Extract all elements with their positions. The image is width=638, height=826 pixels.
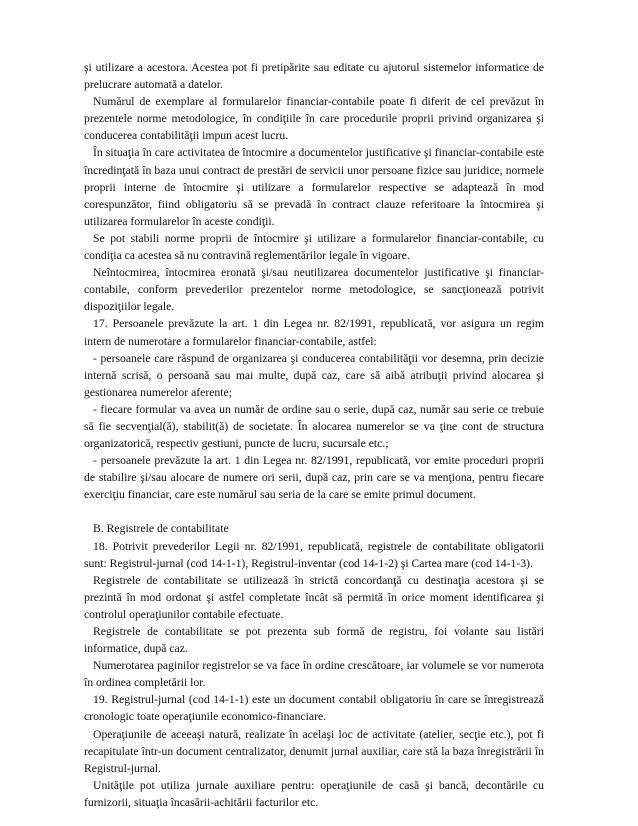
paragraph-1: şi utilizare a acestora. Acestea pot fi pretipărite sau editate cu ajutorul sistemelor informatice de prelucrare automată a datelor. [84, 61, 544, 92]
paragraph-4: Se pot stabili norme proprii de întocmire şi utilizare a formularelor financiar-contabile, cu condiţia ca acestea să nu contravină reglementărilor legale în vigoare. [84, 231, 544, 263]
paragraph-9: - persoanele prevăzute la art. 1 din Legea nr. 82/1991, republicată, vor emite proceduri proprii de stabilire şi/sau alocare de numere ori serii, după caz, prin care se va menţiona, pentru fiecare exerciţiu financiar, care este numărul sau seria de la care se emite primul document. [84, 454, 544, 502]
paragraph-11: 18. Potrivit prevederilor Legii nr. 82/1991, republicată, registrele de contabilitate obligatorii sunt: Registrul-jurnal (cod 14-1-1), Registrul-inventar (cod 14-1-2) şi Cartea mare (cod 14-1-3). [84, 539, 544, 570]
paragraph-15: 19. Registrul-jurnal (cod 14-1-1) este un document contabil obligatoriu în care se înregistrează cronologic toate operaţiunile economico-financiare. [84, 693, 544, 724]
paragraph-6: 17. Persoanele prevăzute la art. 1 din Legea nr. 82/1991, republicată, vor asigura un regim intern de numerotare a formularelor financiar-contabile, astfel: [84, 317, 544, 348]
document-page [84, 59, 544, 811]
paragraph-2: Numărul de exemplare al formularelor financiar-contabile poate fi diferit de cel prevăzut în prezentele norme metodologice, în condiţiile în care procedurile proprii privind organizarea şi conducerea contabilităţii impun acest lucru. [84, 95, 544, 143]
section-spacer [84, 503, 544, 520]
paragraph-16: Operaţiunile de aceeaşi natură, realizate în acelaşi loc de activitate (atelier, secţie etc.), pot fi recapitulate într-un document centralizator, denumit jurnal auxiliar, care stă la baza înregistrării în Registrul-jurnal. [84, 727, 544, 775]
section-heading: B. Registrele de contabilitate [93, 522, 229, 536]
paragraph-17: Unităţile pot utiliza jurnale auxiliare pentru: operaţiunile de casă şi bancă, decontările cu furnizorii, situaţia încasării-achitării facturilor etc. [84, 778, 544, 809]
paragraph-14: Numerotarea paginilor registrelor se va face în ordine crescătoare, iar volumele se vor numerota în ordinea completării lor. [84, 659, 544, 690]
paragraph-8: - fiecare formular va avea un număr de ordine sau o serie, după caz, număr sau serie ce trebuie să fie secvenţial(ă), stabilit(ă) de societate. În alocarea numerelor se va ţine cont de structura organizatorică, respectiv gestiuni, puncte de lucru, sucursale etc.; [84, 402, 544, 451]
paragraph-3: În situaţia în care activitatea de întocmire a documentelor justificative şi financiar-contabile este încredinţată în baza unui contract de prestări de servicii unor persoane fizice sau juridice, normele proprii interne de întocmire şi utilizare a formularelor respective se adaptează în mod corespunzător, fiind obligatoriu să se prevadă în contract clauze referitoare la întocmirea şi utilizarea formularelor în aceste condiţii. [84, 146, 544, 228]
paragraph-5: Neîntocmirea, întocmirea eronată şi/sau neutilizarea documentelor justificative şi financiar-contabile, conform prevederilor prezentelor norme metodologice, se sancţionează potrivit dispoziţiilor legale. [84, 266, 544, 314]
paragraph-7: - persoanele care răspund de organizarea şi conducerea contabilităţii vor desemna, prin decizie internă scrisă, o persoană sau mai multe, după caz, care să aibă atribuţii privind alocarea şi gestionarea numerelor aferente; [84, 351, 544, 399]
paragraph-13: Registrele de contabilitate se pot prezenta sub formă de registru, foi volante sau listări informatice, după caz. [84, 625, 544, 656]
paragraph-12: Registrele de contabilitate se utilizează în strictă concordanţă cu destinaţia acestora şi se prezintă în mod ordonat şi astfel completate încât să permită în orice moment identificarea şi controlul operaţiunilor contabile efectuate. [84, 573, 544, 621]
